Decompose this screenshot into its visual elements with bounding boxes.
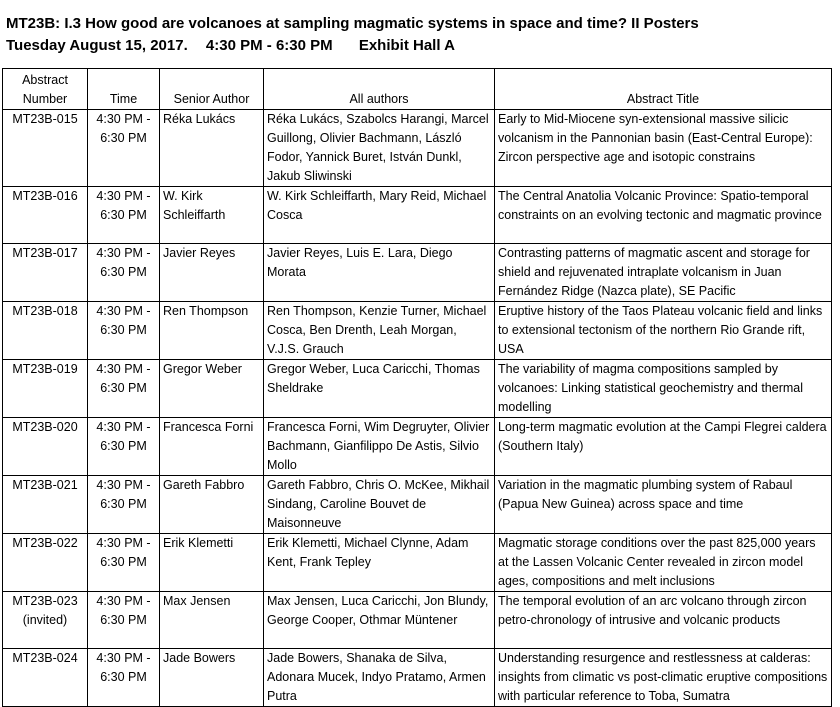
senior-author-cell: Francesca Forni bbox=[160, 418, 264, 476]
time-cell: 4:30 PM - 6:30 PM bbox=[88, 187, 160, 244]
session-location: Exhibit Hall A bbox=[358, 37, 455, 54]
table-header-row bbox=[3, 69, 832, 110]
all-authors-cell: Jade Bowers, Shanaka de Silva, Adonara Mucek, Indyo Pratamo, Armen Putra bbox=[264, 649, 495, 707]
senior-author-cell: W. Kirk Schleiffarth bbox=[160, 187, 264, 244]
session-time: 4:30 PM - 6:30 PM bbox=[205, 37, 333, 54]
column-header-all-authors: All authors bbox=[264, 69, 495, 110]
abstract-title-cell: Eruptive history of the Taos Plateau volcanic field and links to extensional tectonism of the northern Rio Grande rift, USA bbox=[495, 302, 832, 360]
senior-author-cell: Max Jensen bbox=[160, 592, 264, 649]
session-date: Tuesday August 15, 2017. bbox=[6, 37, 188, 54]
table-row bbox=[3, 476, 832, 534]
time-cell: 4:30 PM - 6:30 PM bbox=[88, 110, 160, 187]
time-cell: 4:30 PM - 6:30 PM bbox=[88, 360, 160, 418]
table-row bbox=[3, 244, 832, 302]
abstract-title-cell: Contrasting patterns of magmatic ascent and storage for shield and rejuvenated intraplate volcanism in Juan Fernández Ridge (Nazca plate), SE Pacific bbox=[495, 244, 832, 302]
document-header bbox=[6, 13, 836, 57]
all-authors-cell: Francesca Forni, Wim Degruyter, Olivier Bachmann, Gianfilippo De Astis, Silvio Mollo bbox=[264, 418, 495, 476]
senior-author-cell: Gareth Fabbro bbox=[160, 476, 264, 534]
abstract-number-cell: MT23B-015 bbox=[3, 110, 88, 187]
column-header-senior-author: Senior Author bbox=[160, 69, 264, 110]
all-authors-cell: Javier Reyes, Luis E. Lara, Diego Morata bbox=[264, 244, 495, 302]
senior-author-cell: Erik Klemetti bbox=[160, 534, 264, 592]
abstract-number-cell: MT23B-018 bbox=[3, 302, 88, 360]
abstract-title-cell: Long-term magmatic evolution at the Campi Flegrei caldera (Southern Italy) bbox=[495, 418, 832, 476]
time-cell: 4:30 PM - 6:30 PM bbox=[88, 418, 160, 476]
abstract-number-cell: MT23B-020 bbox=[3, 418, 88, 476]
abstract-number-cell: MT23B-021 bbox=[3, 476, 88, 534]
time-cell: 4:30 PM - 6:30 PM bbox=[88, 244, 160, 302]
table-row bbox=[3, 592, 832, 649]
column-header-time: Time bbox=[88, 69, 160, 110]
abstract-title-cell: Understanding resurgence and restlessness at calderas: insights from climatic vs post-climatic eruptive compositions with particular reference to Toba, Sumatra bbox=[495, 649, 832, 707]
all-authors-cell: Ren Thompson, Kenzie Turner, Michael Cosca, Ben Drenth, Leah Morgan, V.J.S. Grauch bbox=[264, 302, 495, 360]
senior-author-cell: Javier Reyes bbox=[160, 244, 264, 302]
abstract-number-cell: MT23B-023 (invited) bbox=[3, 592, 88, 649]
senior-author-cell: Jade Bowers bbox=[160, 649, 264, 707]
all-authors-cell: W. Kirk Schleiffarth, Mary Reid, Michael Cosca bbox=[264, 187, 495, 244]
table-row bbox=[3, 534, 832, 592]
session-title: MT23B: I.3 How good are volcanoes at sampling magmatic systems in space and time? II Posters bbox=[6, 15, 699, 32]
senior-author-cell: Réka Lukács bbox=[160, 110, 264, 187]
all-authors-cell: Réka Lukács, Szabolcs Harangi, Marcel Guillong, Olivier Bachmann, László Fodor, Yannick Buret, István Dunkl, Jakub Sliwinski bbox=[264, 110, 495, 187]
all-authors-cell: Gregor Weber, Luca Caricchi, Thomas Sheldrake bbox=[264, 360, 495, 418]
abstract-title-cell: Variation in the magmatic plumbing system of Rabaul (Papua New Guinea) across space and time bbox=[495, 476, 832, 534]
all-authors-cell: Erik Klemetti, Michael Clynne, Adam Kent, Frank Tepley bbox=[264, 534, 495, 592]
abstract-title-cell: Magmatic storage conditions over the past 825,000 years at the Lassen Volcanic Center revealed in zircon model ages, compositions and melt inclusions bbox=[495, 534, 832, 592]
poster-schedule-table bbox=[2, 68, 832, 707]
abstract-title-cell: The variability of magma compositions sampled by volcanoes: Linking statistical geochemistry and thermal modelling bbox=[495, 360, 832, 418]
abstract-number-cell: MT23B-016 bbox=[3, 187, 88, 244]
all-authors-cell: Max Jensen, Luca Caricchi, Jon Blundy, George Cooper, Othmar Müntener bbox=[264, 592, 495, 649]
session-subtitle bbox=[6, 35, 836, 57]
senior-author-cell: Gregor Weber bbox=[160, 360, 264, 418]
abstract-title-cell: The temporal evolution of an arc volcano through zircon petro-chronology of intrusive and volcanic products bbox=[495, 592, 832, 649]
column-header-abstract-title: Abstract Title bbox=[495, 69, 832, 110]
abstract-number-cell: MT23B-019 bbox=[3, 360, 88, 418]
table-row bbox=[3, 187, 832, 244]
abstract-number-cell: MT23B-022 bbox=[3, 534, 88, 592]
abstract-title-cell: Early to Mid-Miocene syn-extensional massive silicic volcanism in the Pannonian basin (East-Central Europe): Zircon perspective age and isotopic constrains bbox=[495, 110, 832, 187]
time-cell: 4:30 PM - 6:30 PM bbox=[88, 592, 160, 649]
table-row bbox=[3, 360, 832, 418]
all-authors-cell: Gareth Fabbro, Chris O. McKee, Mikhail Sindang, Caroline Bouvet de Maisonneuve bbox=[264, 476, 495, 534]
abstract-title-cell: The Central Anatolia Volcanic Province: Spatio-temporal constraints on an evolving tectonic and magmatic province bbox=[495, 187, 832, 244]
time-cell: 4:30 PM - 6:30 PM bbox=[88, 476, 160, 534]
senior-author-cell: Ren Thompson bbox=[160, 302, 264, 360]
time-cell: 4:30 PM - 6:30 PM bbox=[88, 534, 160, 592]
abstract-number-cell: MT23B-017 bbox=[3, 244, 88, 302]
time-cell: 4:30 PM - 6:30 PM bbox=[88, 302, 160, 360]
column-header-abstract-number: Abstract Number bbox=[3, 69, 88, 110]
table-row bbox=[3, 110, 832, 187]
abstract-number-cell: MT23B-024 bbox=[3, 649, 88, 707]
table-row bbox=[3, 302, 832, 360]
time-cell: 4:30 PM - 6:30 PM bbox=[88, 649, 160, 707]
table-row bbox=[3, 418, 832, 476]
